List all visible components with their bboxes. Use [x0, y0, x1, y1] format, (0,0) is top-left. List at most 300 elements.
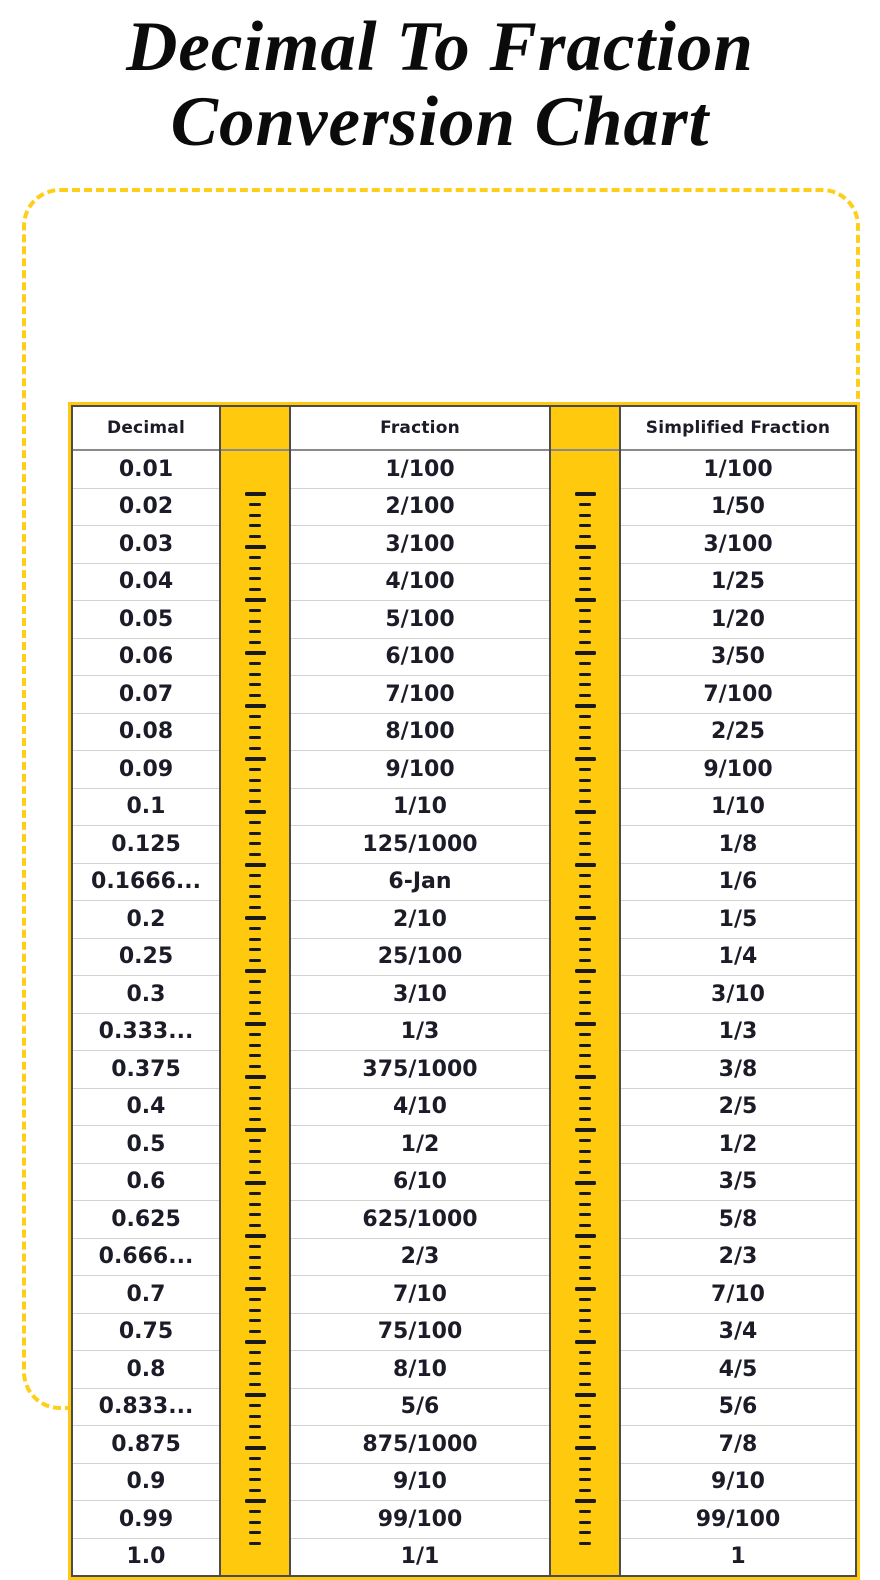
- ruler-tick: [579, 503, 591, 506]
- ruler-major-tick: [245, 704, 266, 708]
- ruler-tick: [249, 1489, 261, 1492]
- ruler-tick: [579, 821, 591, 824]
- ruler-tick: [249, 1330, 261, 1333]
- table-cell-simplified: 7/100: [621, 675, 855, 713]
- ruler-tick: [249, 980, 261, 983]
- ruler-tick: [249, 959, 261, 962]
- ruler-tick: [249, 641, 261, 644]
- ruler-tick: [249, 556, 261, 559]
- ruler-tick: [249, 620, 261, 623]
- ruler-tick: [579, 779, 591, 782]
- ruler-tick: [579, 694, 591, 697]
- ruler-tick: [249, 1542, 261, 1545]
- ruler-tick: [579, 683, 591, 686]
- ruler-tick: [249, 1383, 261, 1386]
- ruler-major-tick: [575, 757, 596, 761]
- table-cell-fraction: 7/10: [291, 1275, 549, 1313]
- ruler-tick: [579, 1118, 591, 1121]
- table-cell-decimal: 0.625: [73, 1200, 219, 1238]
- table-cell-simplified: 1/6: [621, 863, 855, 901]
- table-cell-decimal: 0.99: [73, 1500, 219, 1538]
- ruler-tick: [579, 1489, 591, 1492]
- ruler-tick: [249, 1319, 261, 1322]
- table-cell-simplified: 1/8: [621, 825, 855, 863]
- table-cell-decimal: 0.6: [73, 1163, 219, 1201]
- table-cell-decimal: 0.25: [73, 938, 219, 976]
- ruler-tick: [579, 609, 591, 612]
- ruler-tick: [579, 1436, 591, 1439]
- ruler-tick: [249, 948, 261, 951]
- ruler-tick: [579, 948, 591, 951]
- ruler-tick: [579, 514, 591, 517]
- ruler-major-tick: [575, 1499, 596, 1503]
- ruler-major-tick: [575, 492, 596, 496]
- ruler-tick: [579, 1086, 591, 1089]
- table-cell-simplified: 5/8: [621, 1200, 855, 1238]
- ruler-tick: [579, 789, 591, 792]
- ruler-ticks-left: [221, 451, 289, 1575]
- ruler-major-tick: [575, 863, 596, 867]
- ruler-tick: [579, 673, 591, 676]
- ruler-tick: [579, 1521, 591, 1524]
- ruler-tick: [249, 1256, 261, 1259]
- ruler-tick: [579, 1171, 591, 1174]
- ruler-major-tick: [245, 1499, 266, 1503]
- ruler-tick: [249, 1150, 261, 1153]
- table-cell-fraction: 375/1000: [291, 1050, 549, 1088]
- table-cell-fraction: 6-Jan: [291, 863, 549, 901]
- table-cell-decimal: 0.08: [73, 713, 219, 751]
- ruler-tick: [249, 1425, 261, 1428]
- ruler-major-tick: [245, 1128, 266, 1132]
- ruler-major-tick: [575, 1128, 596, 1132]
- ruler-tick: [249, 1468, 261, 1471]
- table-cell-decimal: 0.4: [73, 1088, 219, 1126]
- ruler-major-tick: [575, 1181, 596, 1185]
- ruler-tick: [249, 1118, 261, 1121]
- table-cell-fraction: 625/1000: [291, 1200, 549, 1238]
- ruler-major-tick: [575, 969, 596, 973]
- table-cell-simplified: 7/10: [621, 1275, 855, 1313]
- ruler-tick: [579, 588, 591, 591]
- ruler-tick: [249, 885, 261, 888]
- ruler-major-tick: [575, 1075, 596, 1079]
- ruler-tick: [249, 1192, 261, 1195]
- ruler-tick: [579, 842, 591, 845]
- ruler-major-tick: [575, 598, 596, 602]
- ruler-tick: [249, 1001, 261, 1004]
- ruler-tick: [249, 1107, 261, 1110]
- ruler-tick: [249, 779, 261, 782]
- ruler-major-tick: [575, 1287, 596, 1291]
- ruler-major-tick: [245, 810, 266, 814]
- table-cell-simplified: 1/20: [621, 600, 855, 638]
- table-cell-fraction: 4/10: [291, 1088, 549, 1126]
- ruler-tick: [579, 662, 591, 665]
- ruler-tick: [579, 1044, 591, 1047]
- ruler-tick: [249, 1298, 261, 1301]
- ruler-major-tick: [575, 810, 596, 814]
- table-cell-fraction: 5/100: [291, 600, 549, 638]
- table-cell-decimal: 0.3: [73, 975, 219, 1013]
- ruler-tick: [249, 1224, 261, 1227]
- ruler-tick: [249, 1012, 261, 1015]
- ruler-major-tick: [245, 651, 266, 655]
- ruler-tick: [579, 1012, 591, 1015]
- table-cell-fraction: 6/100: [291, 638, 549, 676]
- ruler-tick: [579, 1160, 591, 1163]
- ruler-tick: [249, 588, 261, 591]
- table-cell-simplified: 3/8: [621, 1050, 855, 1088]
- ruler-tick: [249, 832, 261, 835]
- ruler-tick: [579, 1065, 591, 1068]
- ruler-tick: [579, 535, 591, 538]
- table-cell-decimal: 0.375: [73, 1050, 219, 1088]
- ruler-tick: [249, 1044, 261, 1047]
- ruler-tick: [249, 662, 261, 665]
- table-cell-simplified: 1/25: [621, 563, 855, 601]
- ruler-tick: [249, 1415, 261, 1418]
- ruler-tick: [579, 1372, 591, 1375]
- ruler-tick: [579, 1319, 591, 1322]
- ruler-tick: [249, 853, 261, 856]
- ruler-tick: [579, 1542, 591, 1545]
- table-cell-fraction: 1/10: [291, 788, 549, 826]
- table-cell-decimal: 0.5: [73, 1125, 219, 1163]
- table-cell-fraction: 3/100: [291, 525, 549, 563]
- ruler-tick: [579, 980, 591, 983]
- table-cell-decimal: 0.333...: [73, 1013, 219, 1051]
- table-cell-simplified: 1/5: [621, 900, 855, 938]
- table-cell-decimal: 0.666...: [73, 1238, 219, 1276]
- table-cell-fraction: 1/2: [291, 1125, 549, 1163]
- ruler-major-tick: [575, 1446, 596, 1450]
- ruler-tick: [249, 842, 261, 845]
- table-cell-fraction: 1/100: [385, 456, 455, 482]
- ruler-major-tick: [245, 1446, 266, 1450]
- ruler-tick: [579, 1256, 591, 1259]
- ruler-tick: [249, 1033, 261, 1036]
- ruler-tick: [249, 1404, 261, 1407]
- ruler-tick: [579, 620, 591, 623]
- ruler-tick: [579, 630, 591, 633]
- table-cell-fraction: 875/1000: [291, 1425, 549, 1463]
- ruler-tick: [249, 768, 261, 771]
- ruler-tick: [249, 1065, 261, 1068]
- table-cell-decimal: 1.0: [73, 1538, 219, 1576]
- ruler-tick: [579, 895, 591, 898]
- ruler-tick: [579, 577, 591, 580]
- table-cell-simplified: 9/100: [621, 750, 855, 788]
- ruler-tick: [249, 1510, 261, 1513]
- ruler-tick: [249, 1213, 261, 1216]
- table-cell-fraction: 6/10: [291, 1163, 549, 1201]
- table-cell-simplified: 99/100: [621, 1500, 855, 1538]
- table-cell-fraction: 3/10: [291, 975, 549, 1013]
- table-cell-simplified: 1/3: [621, 1013, 855, 1051]
- ruler-tick: [579, 874, 591, 877]
- ruler-major-tick: [245, 916, 266, 920]
- table-cell-decimal: 0.125: [73, 825, 219, 863]
- ruler-major-tick: [245, 1181, 266, 1185]
- ruler-tick: [579, 1001, 591, 1004]
- ruler-major-tick: [575, 651, 596, 655]
- ruler-tick: [249, 1266, 261, 1269]
- ruler-major-tick: [575, 1234, 596, 1238]
- ruler-tick: [249, 1309, 261, 1312]
- ruler-tick: [579, 832, 591, 835]
- ruler-tick: [249, 736, 261, 739]
- table-cell-fraction: 75/100: [291, 1313, 549, 1351]
- ruler-tick: [249, 821, 261, 824]
- ruler-tick: [579, 1054, 591, 1057]
- table-cell-simplified: 3/5: [621, 1163, 855, 1201]
- ruler-tick: [579, 715, 591, 718]
- ruler-tick: [579, 1298, 591, 1301]
- ruler-tick: [579, 747, 591, 750]
- ruler-major-tick: [575, 1340, 596, 1344]
- ruler-tick: [579, 800, 591, 803]
- ruler-tick: [249, 535, 261, 538]
- ruler-strip-left: [219, 407, 291, 1575]
- table-cell-decimal: 0.07: [73, 675, 219, 713]
- table-cell-fraction: 5/6: [291, 1388, 549, 1426]
- table-cell-simplified: 2/25: [621, 713, 855, 751]
- ruler-tick: [579, 885, 591, 888]
- table-cell-fraction: 25/100: [291, 938, 549, 976]
- ruler-tick: [579, 1362, 591, 1365]
- table-cell-simplified: 3/100: [621, 525, 855, 563]
- ruler-major-tick: [245, 757, 266, 761]
- ruler-tick: [249, 1436, 261, 1439]
- decimal-column: [73, 407, 219, 1575]
- ruler-major-tick: [575, 545, 596, 549]
- table-cell-simplified: 1/50: [621, 488, 855, 526]
- ruler-major-tick: [245, 1340, 266, 1344]
- ruler-tick: [249, 1531, 261, 1534]
- ruler-tick: [249, 609, 261, 612]
- ruler-tick: [579, 1468, 591, 1471]
- ruler-tick: [579, 1351, 591, 1354]
- ruler-tick: [249, 1160, 261, 1163]
- table-cell-simplified: 9/10: [621, 1463, 855, 1501]
- ruler-strip-right-header: [551, 407, 619, 451]
- table-cell-decimal: 0.8: [73, 1350, 219, 1388]
- table-cell-fraction: 99/100: [291, 1500, 549, 1538]
- ruler-tick: [579, 1097, 591, 1100]
- ruler-tick: [579, 1478, 591, 1481]
- table-cell-simplified: 7/8: [621, 1425, 855, 1463]
- ruler-tick: [249, 673, 261, 676]
- ruler-major-tick: [245, 1075, 266, 1079]
- table-cell-decimal: 0.833...: [73, 1388, 219, 1426]
- ruler-tick: [249, 1203, 261, 1206]
- ruler-major-tick: [245, 1393, 266, 1397]
- table-cell-fraction: 9/10: [291, 1463, 549, 1501]
- table-cell-fraction: 7/100: [291, 675, 549, 713]
- ruler-tick: [249, 938, 261, 941]
- ruler-tick: [579, 768, 591, 771]
- table-cell-simplified: 3/4: [621, 1313, 855, 1351]
- ruler-tick: [249, 683, 261, 686]
- ruler-tick: [249, 503, 261, 506]
- page-title-line-1: Decimal To Fraction: [126, 8, 754, 86]
- table-cell-simplified: 1: [621, 1538, 855, 1576]
- ruler-tick: [579, 1383, 591, 1386]
- table-cell-simplified: 1/10: [621, 788, 855, 826]
- table-cell-fraction: 8/100: [291, 713, 549, 751]
- table-cell-fraction: 1/1: [291, 1538, 549, 1576]
- ruler-tick: [249, 694, 261, 697]
- ruler-tick: [579, 1309, 591, 1312]
- ruler-tick: [579, 938, 591, 941]
- ruler-strip-right: [549, 407, 621, 1575]
- ruler-tick: [579, 1330, 591, 1333]
- conversion-table: [68, 402, 860, 1580]
- ruler-tick: [249, 1521, 261, 1524]
- ruler-tick: [579, 959, 591, 962]
- ruler-tick: [579, 1245, 591, 1248]
- ruler-tick: [249, 874, 261, 877]
- ruler-tick: [579, 736, 591, 739]
- ruler-tick: [579, 1203, 591, 1206]
- ruler-tick: [249, 1054, 261, 1057]
- ruler-tick: [249, 1086, 261, 1089]
- fraction-column: [291, 407, 549, 1575]
- table-cell-simplified: 3/10: [621, 975, 855, 1013]
- ruler-tick: [249, 1351, 261, 1354]
- ruler-ticks-right: [551, 451, 619, 1575]
- ruler-tick: [579, 1139, 591, 1142]
- dashed-border-frame: [22, 188, 860, 1570]
- table-cell-fraction: 2/100: [291, 488, 549, 526]
- table-cell-decimal: 0.05: [73, 600, 219, 638]
- ruler-major-tick: [245, 1234, 266, 1238]
- ruler-major-tick: [245, 1022, 266, 1026]
- ruler-tick: [579, 1107, 591, 1110]
- ruler-tick: [249, 1478, 261, 1481]
- ruler-tick: [249, 991, 261, 994]
- ruler-tick: [579, 927, 591, 930]
- ruler-major-tick: [245, 545, 266, 549]
- table-cell-fraction: 8/10: [291, 1350, 549, 1388]
- decimal-column-header: Decimal: [73, 407, 219, 451]
- ruler-tick: [249, 906, 261, 909]
- ruler-tick: [579, 1213, 591, 1216]
- ruler-tick: [249, 577, 261, 580]
- page-title: [0, 10, 880, 161]
- table-cell-decimal: 0.9: [73, 1463, 219, 1501]
- ruler-tick: [579, 1192, 591, 1195]
- ruler-tick: [579, 1457, 591, 1460]
- ruler-tick: [579, 991, 591, 994]
- ruler-major-tick: [575, 1022, 596, 1026]
- table-cell-decimal: 0.06: [73, 638, 219, 676]
- table-cell-decimal: 0.1666...: [73, 863, 219, 901]
- ruler-tick: [579, 1415, 591, 1418]
- table-cell-simplified: 1/100: [703, 456, 773, 482]
- ruler-tick: [249, 1372, 261, 1375]
- ruler-tick: [249, 514, 261, 517]
- ruler-tick: [249, 524, 261, 527]
- ruler-tick: [249, 1097, 261, 1100]
- ruler-major-tick: [245, 863, 266, 867]
- simplified-fraction-column-header: Simplified Fraction: [621, 407, 855, 451]
- ruler-tick: [249, 1457, 261, 1460]
- table-cell-simplified: 2/3: [621, 1238, 855, 1276]
- page-title-line-2: Conversion Chart: [170, 83, 710, 162]
- table-cell-simplified: 1/4: [621, 938, 855, 976]
- table-cell-simplified: 4/5: [621, 1350, 855, 1388]
- table-cell-decimal: 0.01: [118, 456, 174, 482]
- table-cell-fraction: 4/100: [291, 563, 549, 601]
- ruler-major-tick: [575, 1393, 596, 1397]
- ruler-tick: [579, 1531, 591, 1534]
- ruler-tick: [579, 567, 591, 570]
- ruler-tick: [579, 853, 591, 856]
- table-cell-decimal: 0.09: [73, 750, 219, 788]
- ruler-tick: [249, 630, 261, 633]
- ruler-tick: [579, 726, 591, 729]
- ruler-tick: [249, 1139, 261, 1142]
- ruler-tick: [249, 800, 261, 803]
- ruler-tick: [249, 726, 261, 729]
- ruler-tick: [579, 1404, 591, 1407]
- ruler-strip-left-header: [221, 407, 289, 451]
- ruler-tick: [579, 1150, 591, 1153]
- ruler-tick: [579, 1277, 591, 1280]
- ruler-tick: [579, 524, 591, 527]
- ruler-tick: [579, 1425, 591, 1428]
- ruler-tick: [579, 556, 591, 559]
- table-cell-decimal: 0.1: [73, 788, 219, 826]
- ruler-tick: [249, 1171, 261, 1174]
- ruler-tick: [579, 1266, 591, 1269]
- table-cell-decimal: 0.02: [73, 488, 219, 526]
- table-cell-decimal: 0.2: [73, 900, 219, 938]
- ruler-tick: [249, 895, 261, 898]
- ruler-tick: [249, 1245, 261, 1248]
- table-cell-decimal: 0.7: [73, 1275, 219, 1313]
- conversion-table-grid: [71, 405, 857, 1577]
- table-cell-decimal: 0.875: [73, 1425, 219, 1463]
- table-cell-decimal: 0.75: [73, 1313, 219, 1351]
- ruler-major-tick: [245, 492, 266, 496]
- table-cell-fraction: 2/10: [291, 900, 549, 938]
- table-cell-fraction: 125/1000: [291, 825, 549, 863]
- table-cell-fraction: 9/100: [291, 750, 549, 788]
- table-cell-fraction: 2/3: [291, 1238, 549, 1276]
- ruler-major-tick: [245, 1287, 266, 1291]
- ruler-tick: [249, 1362, 261, 1365]
- ruler-tick: [249, 567, 261, 570]
- table-cell-decimal: 0.04: [73, 563, 219, 601]
- table-cell-simplified: 5/6: [621, 1388, 855, 1426]
- table-cell-decimal: 0.03: [73, 525, 219, 563]
- ruler-tick: [249, 927, 261, 930]
- table-cell-simplified: 1/2: [621, 1125, 855, 1163]
- ruler-major-tick: [245, 969, 266, 973]
- ruler-tick: [249, 789, 261, 792]
- ruler-tick: [249, 715, 261, 718]
- ruler-tick: [249, 1277, 261, 1280]
- ruler-tick: [249, 747, 261, 750]
- simplified-fraction-column: [621, 407, 855, 1575]
- ruler-tick: [579, 641, 591, 644]
- ruler-tick: [579, 1224, 591, 1227]
- table-cell-fraction: 1/3: [291, 1013, 549, 1051]
- fraction-column-header: Fraction: [291, 407, 549, 451]
